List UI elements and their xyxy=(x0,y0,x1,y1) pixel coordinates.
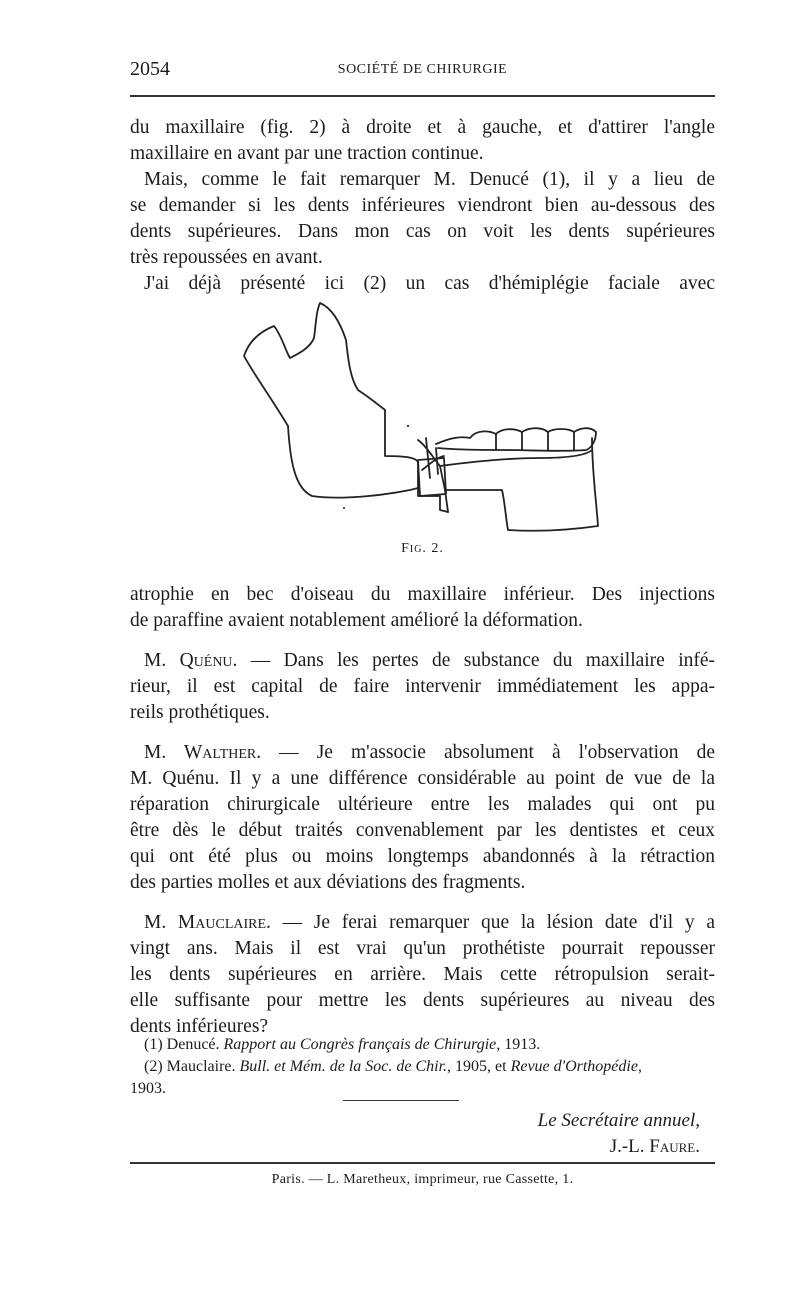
footnote-2-continued: 1903. xyxy=(130,1080,166,1097)
text-line: du maxillaire (fig. 2) à droite et à gauche, et d'attirer l'angle xyxy=(130,117,715,138)
text-line: rieur, il est capital de faire intervenir immédiatement les appa- xyxy=(130,676,715,697)
text-line: être dès le début traités convenablement par les dentistes et ceux xyxy=(130,820,715,841)
speaker-line: M. Walther. — Je m'associe absolument à l'observation de xyxy=(144,742,715,763)
page-number: 2054 xyxy=(130,58,170,80)
footnote-2: (2) Mauclaire. Bull. et Mém. de la Soc. de Chir., 1905, et Revue d'Orthopédie, xyxy=(144,1058,642,1075)
text-line: Mais, comme le fait remarquer M. Denucé (1), il y a lieu de xyxy=(144,169,715,190)
page-header xyxy=(130,58,715,86)
text-line: maxillaire en avant par une traction continue. xyxy=(130,143,484,164)
jaw-body xyxy=(445,438,598,531)
speaker-line: M. Mauclaire. — Je ferai remarquer que la lésion date d'il y a xyxy=(144,912,715,933)
speaker-name: M. Mauclaire. xyxy=(144,912,271,933)
speaker-line: M. Quénu. — Dans les pertes de substance du maxillaire infé- xyxy=(144,650,715,671)
footnote-1: (1) Denucé. Rapport au Congrès français de Chirurgie, 1913. xyxy=(144,1036,541,1053)
text-line: elle suffisante pour mettre les dents supérieures au niveau des xyxy=(130,990,715,1011)
mandible-sketch-figure xyxy=(240,298,600,548)
text-line: vingt ans. Mais il est vrai qu'un prothétiste pourrait repousser xyxy=(130,938,715,959)
mandible-outline xyxy=(244,303,448,512)
figure-caption: Fig. 2. xyxy=(401,541,444,556)
text-line: se demander si les dents inférieures viendront bien au-dessous des xyxy=(130,195,715,216)
upper-jaw-line xyxy=(440,450,592,466)
speaker-name: M. Quénu. xyxy=(144,650,238,671)
header-rule xyxy=(130,95,715,97)
text-line: réparation chirurgicale ultérieure entre les malades qui ont pu xyxy=(130,794,715,815)
text-line: J'ai déjà présenté ici (2) un cas d'hémiplégie faciale avec xyxy=(144,273,715,294)
tooth-dividers xyxy=(496,432,574,450)
text-line: dents supérieures. Dans mon cas on voit les dents supérieures xyxy=(130,221,715,242)
signature-name: J.-L. Faure. xyxy=(609,1136,700,1157)
signature-rule xyxy=(343,1100,459,1101)
text-line: reils prothétiques. xyxy=(130,702,270,723)
text-line: les dents supérieures en arrière. Mais cette rétropulsion serait- xyxy=(130,964,715,985)
signature-title: Le Secrétaire annuel, xyxy=(537,1110,700,1131)
speaker-name: M. Walther. xyxy=(144,742,262,763)
text-line: très repoussées en avant. xyxy=(130,247,323,268)
mandible-lower-border xyxy=(288,426,418,498)
text-line: dents inférieures? xyxy=(130,1016,269,1037)
text-line: qui ont été plus ou moins longtemps abandonnés à la rétraction xyxy=(130,846,715,867)
text-line: atrophie en bec d'oiseau du maxillaire inférieur. Des injections xyxy=(130,584,715,605)
wire-ligature xyxy=(418,438,444,478)
text-line: M. Quénu. Il y a une différence considérable au point de vue de la xyxy=(130,768,715,789)
running-head: SOCIÉTÉ DE CHIRURGIE xyxy=(337,62,508,77)
text-line: des parties molles et aux déviations des fragments. xyxy=(130,872,526,893)
footer-rule xyxy=(130,1162,715,1164)
printer-imprint: Paris. — L. Maretheux, imprimeur, rue Cassette, 1. xyxy=(271,1172,574,1187)
text-line: de paraffine avaient notablement amélioré la déformation. xyxy=(130,610,583,631)
upper-teeth xyxy=(436,428,596,451)
